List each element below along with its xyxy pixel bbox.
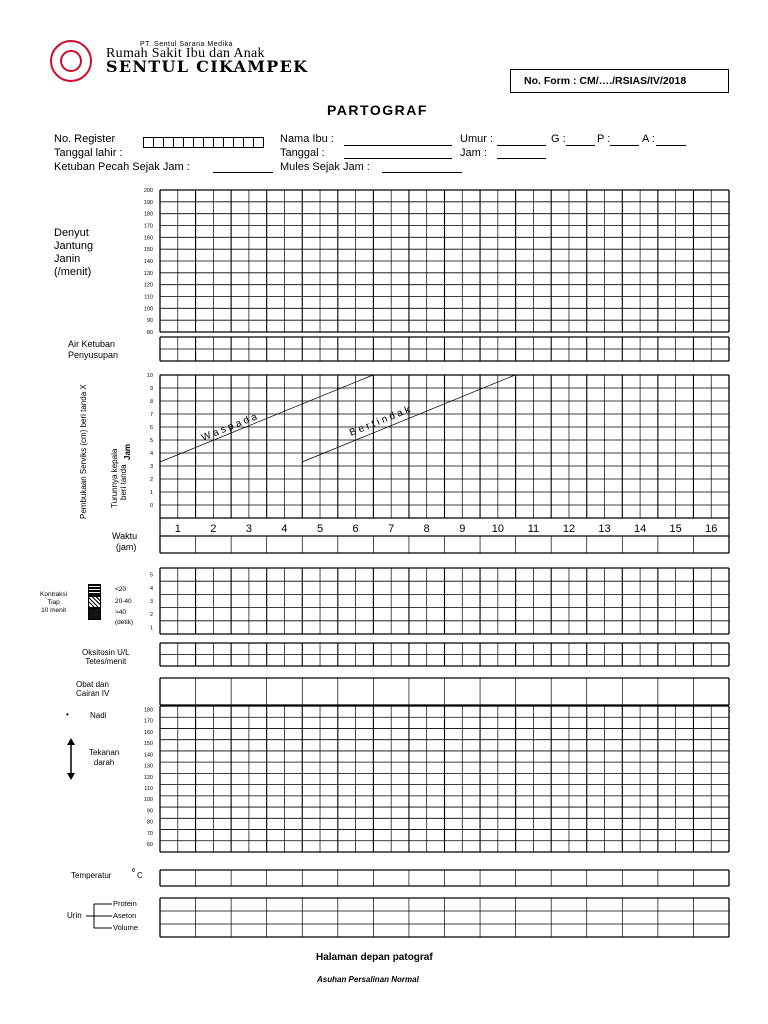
djj-label: Denyut Jantung Janin (/menit) xyxy=(54,227,94,278)
footer-title: Halaman depan patograf xyxy=(316,952,433,963)
nadi-grid xyxy=(160,706,729,852)
urin-aseton-label: Aseton xyxy=(113,911,137,920)
serviks-tick-0: 0 xyxy=(149,503,153,509)
hour-4: 4 xyxy=(281,523,288,535)
djj-tick-110: 110 xyxy=(144,294,153,301)
hour-12: 12 xyxy=(562,523,576,535)
nadi-tick-80: 80 xyxy=(146,819,153,826)
nadi-tick-150: 150 xyxy=(143,741,153,748)
hour-8: 8 xyxy=(423,523,430,535)
jam-axis-label: Jam xyxy=(123,443,132,460)
djj-tick-170: 170 xyxy=(143,223,153,230)
hour-1: 1 xyxy=(174,523,181,535)
serviks-tick-10: 10 xyxy=(146,373,153,379)
umur-label: Umur : xyxy=(460,133,493,145)
waspada-text: W a s p a d a xyxy=(200,411,259,444)
kontraksi-tick-3: 3 xyxy=(149,599,153,605)
kontraksi-tick-1: 1 xyxy=(149,625,153,632)
temperatur-grid xyxy=(160,870,729,886)
legend-lt20: <20 xyxy=(115,586,127,593)
serviks-tick-6: 6 xyxy=(149,425,153,431)
serviks-tick-2: 2 xyxy=(149,477,153,483)
hour-16: 16 xyxy=(705,523,718,535)
obat-grid xyxy=(160,678,729,705)
urin-protein-label: Protein xyxy=(113,899,137,908)
serviks-tick-3: 3 xyxy=(149,464,153,470)
hour-11: 11 xyxy=(527,523,540,535)
serviks-tick-4: 4 xyxy=(149,451,153,457)
air-ketuban-label: Air Ketuban Penyusupan xyxy=(68,339,119,360)
jam-label: Jam : xyxy=(460,147,487,159)
kontraksi-tick-2: 2 xyxy=(149,612,153,619)
legend-detik: (detik) xyxy=(115,619,134,626)
a-label: A : xyxy=(642,133,655,145)
hour-13: 13 xyxy=(598,523,611,535)
nadi-tick-90: 90 xyxy=(146,808,153,815)
serviks-tick-8: 8 xyxy=(149,399,153,405)
kontraksi-tick-5: 5 xyxy=(149,572,153,579)
nadi-tick-70: 70 xyxy=(146,830,153,837)
djj-tick-160: 160 xyxy=(143,235,153,242)
serviks-tick-5: 5 xyxy=(149,438,153,444)
tanggal-label: Tanggal : xyxy=(280,147,325,159)
djj-tick-120: 120 xyxy=(143,282,153,289)
nadi-tick-60: 60 xyxy=(146,842,153,849)
hour-14: 14 xyxy=(633,523,647,535)
hour-6: 6 xyxy=(352,523,359,535)
nadi-bullet: • xyxy=(66,710,69,719)
page-title: PARTOGRAF xyxy=(327,102,428,118)
nama-ibu-label: Nama Ibu : xyxy=(280,133,334,145)
legend-gt40: >40 xyxy=(115,609,127,616)
bertindak-text: B e r t i n d a k xyxy=(348,404,412,439)
djj-tick-200: 200 xyxy=(143,188,153,194)
nadi-label: Nadi xyxy=(90,711,107,720)
serviks-tick-7: 7 xyxy=(149,412,153,418)
temperatur-degree: 0 xyxy=(132,868,135,874)
urin-label: Urin xyxy=(67,911,82,920)
legend-20-40: 20-40 xyxy=(115,598,132,605)
djj-tick-140: 140 xyxy=(143,259,153,265)
hour-3: 3 xyxy=(245,523,252,535)
temperatur-unit: C xyxy=(137,871,143,880)
serviks-grid xyxy=(160,375,729,518)
hospital-type: Rumah Sakit Ibu dan Anak xyxy=(106,46,265,61)
serviks-tick-1: 1 xyxy=(149,490,153,496)
nadi-tick-100: 100 xyxy=(143,797,153,804)
urin-grid xyxy=(160,898,729,937)
tekanan-darah-label: Tekanan darah xyxy=(89,748,120,767)
nadi-tick-140: 140 xyxy=(143,752,153,759)
hour-7: 7 xyxy=(388,523,395,535)
nadi-tick-160: 160 xyxy=(143,729,153,736)
nadi-tick-110: 110 xyxy=(144,785,153,792)
waktu-grid xyxy=(160,536,729,553)
mules-label: Mules Sejak Jam : xyxy=(280,161,370,173)
company-name: PT. Sentul Sarana Medika xyxy=(140,41,233,48)
obat-label: Obat dan Cairan IV xyxy=(76,680,110,698)
g-label: G : xyxy=(551,133,566,145)
nadi-tick-130: 130 xyxy=(143,763,153,770)
djj-tick-180: 180 xyxy=(143,211,153,218)
hour-2: 2 xyxy=(210,523,217,535)
hour-10: 10 xyxy=(491,523,504,535)
oksitosin-grid xyxy=(160,643,729,666)
tanggal-lahir-label: Tanggal lahir : xyxy=(54,147,123,159)
footer-subtitle: Asuhan Persalinan Normal xyxy=(317,975,419,984)
temperatur-label: Temperatur xyxy=(71,871,112,880)
djj-tick-80: 80 xyxy=(146,330,153,336)
kontraksi-tick-4: 4 xyxy=(149,585,153,592)
hour-15: 15 xyxy=(669,523,682,535)
nadi-tick-120: 120 xyxy=(143,774,153,781)
hour-9: 9 xyxy=(459,523,466,535)
air-ketuban-grid xyxy=(160,337,729,361)
djj-tick-150: 150 xyxy=(143,247,153,254)
urin-volume-label: Volume xyxy=(113,923,139,932)
djj-tick-190: 190 xyxy=(143,199,153,206)
kontraksi-label: Kontraksi Tiap 10 menit xyxy=(40,591,68,614)
nadi-tick-180: 180 xyxy=(143,707,153,714)
djj-tick-100: 100 xyxy=(143,306,153,313)
nadi-tick-170: 170 xyxy=(143,718,153,725)
djj-tick-90: 90 xyxy=(146,318,153,325)
oksitosin-label: Oksitosin U/L Tetes/menit xyxy=(82,648,130,666)
p-label: P : xyxy=(597,133,611,145)
ketuban-pecah-label: Ketuban Pecah Sejak Jam : xyxy=(54,161,190,173)
serviks-tick-9: 9 xyxy=(149,386,153,392)
hour-5: 5 xyxy=(316,523,324,535)
kontraksi-grid xyxy=(160,568,729,634)
djj-tick-130: 130 xyxy=(143,270,153,277)
waktu-label: Waktu (jam) xyxy=(112,531,138,552)
turunnya-kepala-label: Turunnya kepala beri tanda xyxy=(110,448,128,508)
pembukaan-serviks-label: Pembukaan Serviks (cm) beri tanda X xyxy=(79,384,88,519)
no-register-label: No. Register xyxy=(54,133,116,145)
form-number: No. Form : CM/…./RSIAS/IV/2018 xyxy=(524,75,687,87)
djj-grid xyxy=(160,190,729,332)
hospital-name: SENTUL CIKAMPEK xyxy=(106,57,309,76)
